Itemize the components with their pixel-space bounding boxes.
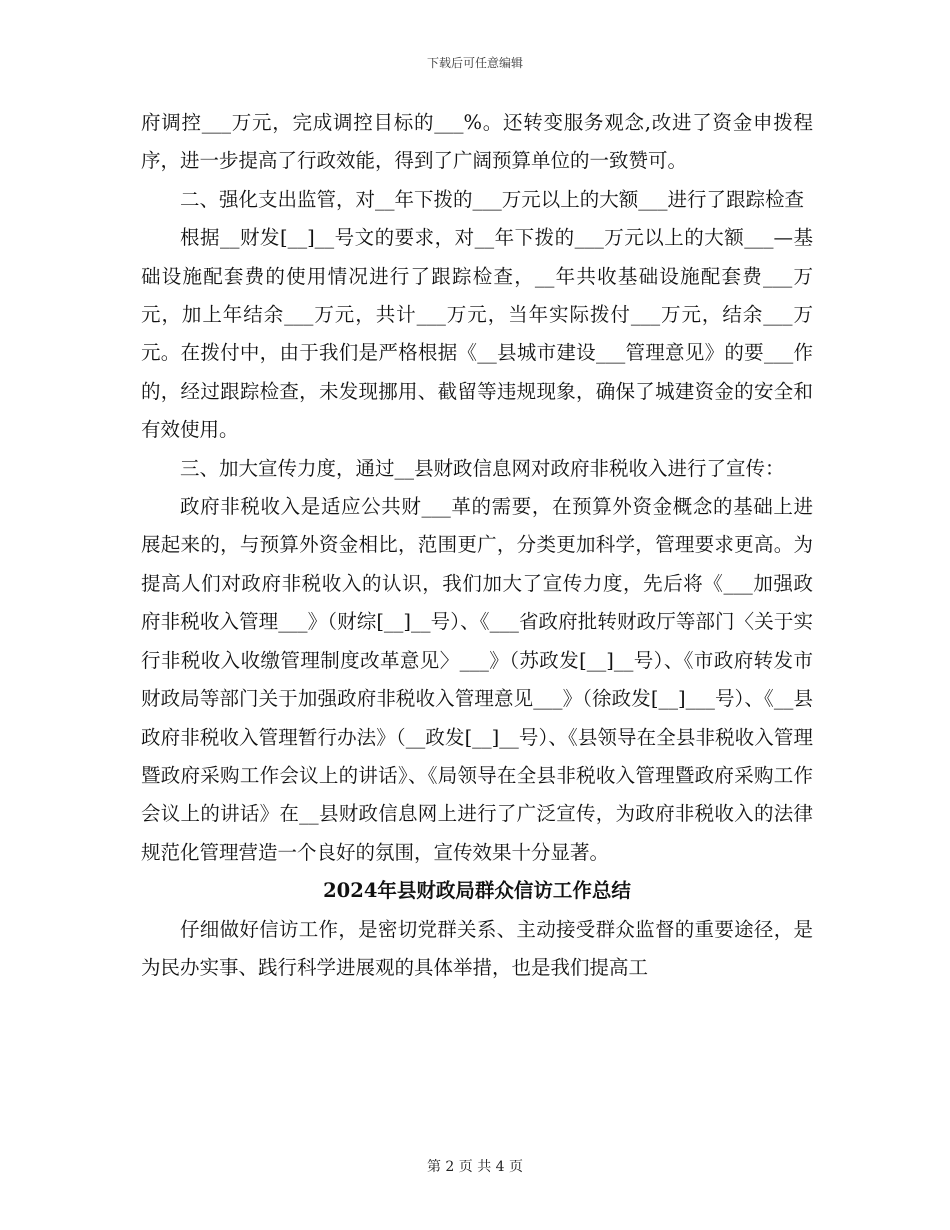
heading-section-two: 二、强化支出监管，对__年下拨的___万元以上的大额___进行了跟踪检查 [180,187,805,211]
paragraph-tracking-inspection: 根据__财发[__]__号文的要求，对__年下拨的___万元以上的大额___—基础设施配套费的使用情况进行了跟踪检查，__年共收基础设施配套费___万元，加上年结余___万元，共计___万元，当年实际拨付___万元，结余___万元。在拨付中，由于我们是严格根据《__县城市建设___管理意见》的要___作的，经过跟踪检查，未发现挪用、截留等违规现象，确保了城建资金的安全和有效使用。 [141,226,813,442]
paragraph-continuation: 府调控___万元，完成调控目标的___%。还转变服务观念,改进了资金申拨程序，进一步提高了行政效能，得到了广阔预算单位的一致赞可。 [141,111,813,173]
page-header: 下载后可任意编辑 [426,56,523,70]
heading-section-three: 三、加大宣传力度，通过__县财政信息网对政府非税收入进行了宣传： [180,456,785,480]
paragraph-petition-intro: 仔细做好信访工作，是密切党群关系、主动接受群众监督的重要途径，是为民办实事、践行科学进展观的具体举措，也是我们提高工 [141,917,813,979]
document-section-title: 2024年县财政局群众信访工作总结 [323,879,631,903]
page-footer: 第 2 页 共 4 页 [426,1159,524,1175]
document-body [141,104,813,987]
paragraph-non-tax-revenue: 政府非税收入是适应公共财___革的需要，在预算外资金概念的基础上进展起来的，与预算外资金相比，范围更广，分类更加科学，管理要求更高。为提高人们对政府非税收入的认识，我们加大了宣传力度，先后将《___加强政府非税收入管理___》（财综[__]__号）、《___省政府批转财政厅等部门〈关于实行非税收入收缴管理制度改革意见〉___》（苏政发[__]__号）、《市政府转发市财政局等部门关于加强政府非税收入管理意见___》（徐政发[__]___号）、《__县政府非税收入管理暂行办法》（__政发[__]__号）、《县领导在全县非税收入管理暨政府采购工作会议上的讲话》、《局领导在全县非税收入管理暨政府采购工作会议上的讲话》在__县财政信息网上进行了广泛宣传，为政府非税收入的法律规范化管理营造一个良好的氛围，宣传效果十分显著。 [141,495,813,864]
